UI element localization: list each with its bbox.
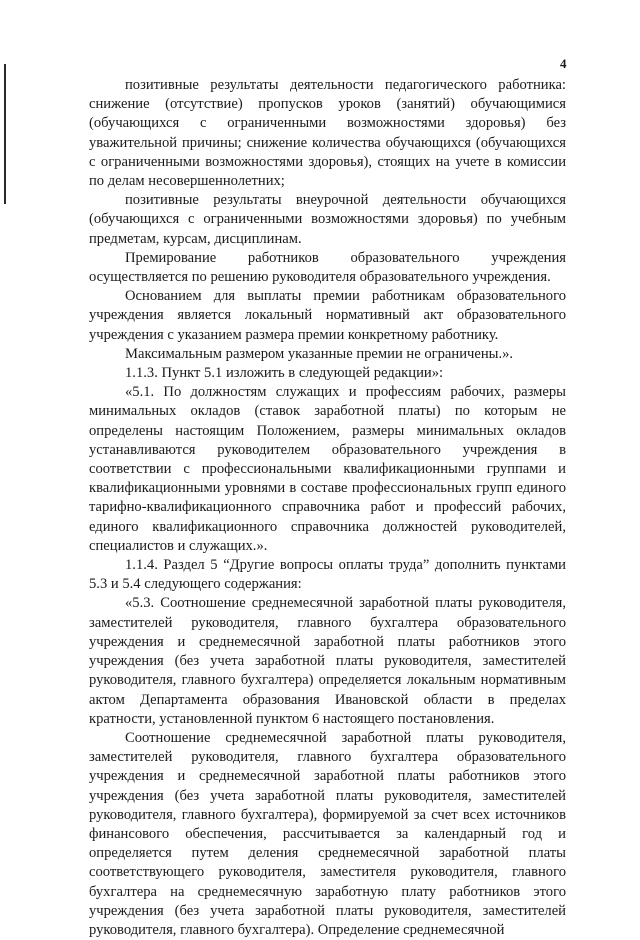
paragraph-positive-results: позитивные результаты деятельности педагогического работника: снижение (отсутствие) пропусков уроков (занятий) обучающимися (обучающихся с ограниченными возможностями здоровья) без уважительной причины; снижение количества обучающихся (обучающихся с ограниченными возможностями здоровья), стоящих на учете в комиссии по делам несовершеннолетних; — [89, 77, 566, 190]
paragraph-clause-5-1: «5.1. По должностям служащих и профессиям рабочих, размеры минимальных окладов (ставок заработной платы) по которым не определены настоящим Положением, размеры минимальных окладов устанавливаются руководителем образовательного учреждения в соответствии с профессиональными квалификационными группами и квалификационными уровнями в составе профессиональных групп единого тарифно-квалификационного справочника работ и профессий рабочих, единого квалификационного справочника должностей руководителей, специалистов и служащих.». — [89, 384, 566, 554]
paragraph-bonus-max: Максимальным размером указанные премии не ограничены.». — [125, 345, 514, 362]
paragraph-clause-5-3: «5.3. Соотношение среднемесячной заработной платы руководителя, заместителей руководителя, главного бухгалтера образовательного учреждения и среднемесячной заработной платы работников этого учреждения (без учета заработной платы руководителя, заместителей руководителя, главного бухгалтера) определяется локальным нормативным актом Департамента образования Ивановской области в пределах кратности, установленной пунктом 6 настоящего постановления. — [89, 595, 566, 727]
paragraph-extracurricular: позитивные результаты внеурочной деятельности обучающихся (обучающихся с ограниченными возможностями здоровья) по учебным предметам, курсам, дисциплинам. — [89, 192, 566, 247]
paragraph-clause-1-1-4: 1.1.4. Раздел 5 “Другие вопросы оплаты труда” дополнить пунктами 5.3 и 5.4 следующего содержания: — [89, 557, 566, 593]
scan-edge-mark — [4, 64, 6, 204]
paragraph-bonus-basis: Основанием для выплаты премии работникам образовательного учреждения является локальный нормативный акт образовательного учреждения с указанием размера премии конкретному работнику. — [89, 288, 566, 343]
page-number: 4 — [560, 56, 567, 71]
paragraph-bonus-decision: Премирование работников образовательного учреждения осуществляется по решению руководителя образовательного учреждения. — [89, 249, 566, 286]
document-body — [89, 76, 566, 940]
paragraph-clause-1-1-3: 1.1.3. Пункт 5.1 изложить в следующей редакции»: — [125, 365, 444, 382]
paragraph-salary-ratio: Соотношение среднемесячной заработной платы руководителя, заместителей руководителя, главного бухгалтера образовательного учреждения и среднемесячной заработной платы работников этого учреждения (без учета заработной платы руководителя, заместителей руководителя, главного бухгалтера), формируемой за счет всех источников финансового обеспечения, рассчитывается за календарный год и определяется путем деления среднемесячной заработной платы соответствующего руководителя, заместителя руководителя, главного бухгалтера на среднемесячную заработную плату работников этого учреждения (без учета заработной платы руководителя, заместителей руководителя, главного бухгалтера). Определение среднемесячной — [89, 729, 566, 938]
